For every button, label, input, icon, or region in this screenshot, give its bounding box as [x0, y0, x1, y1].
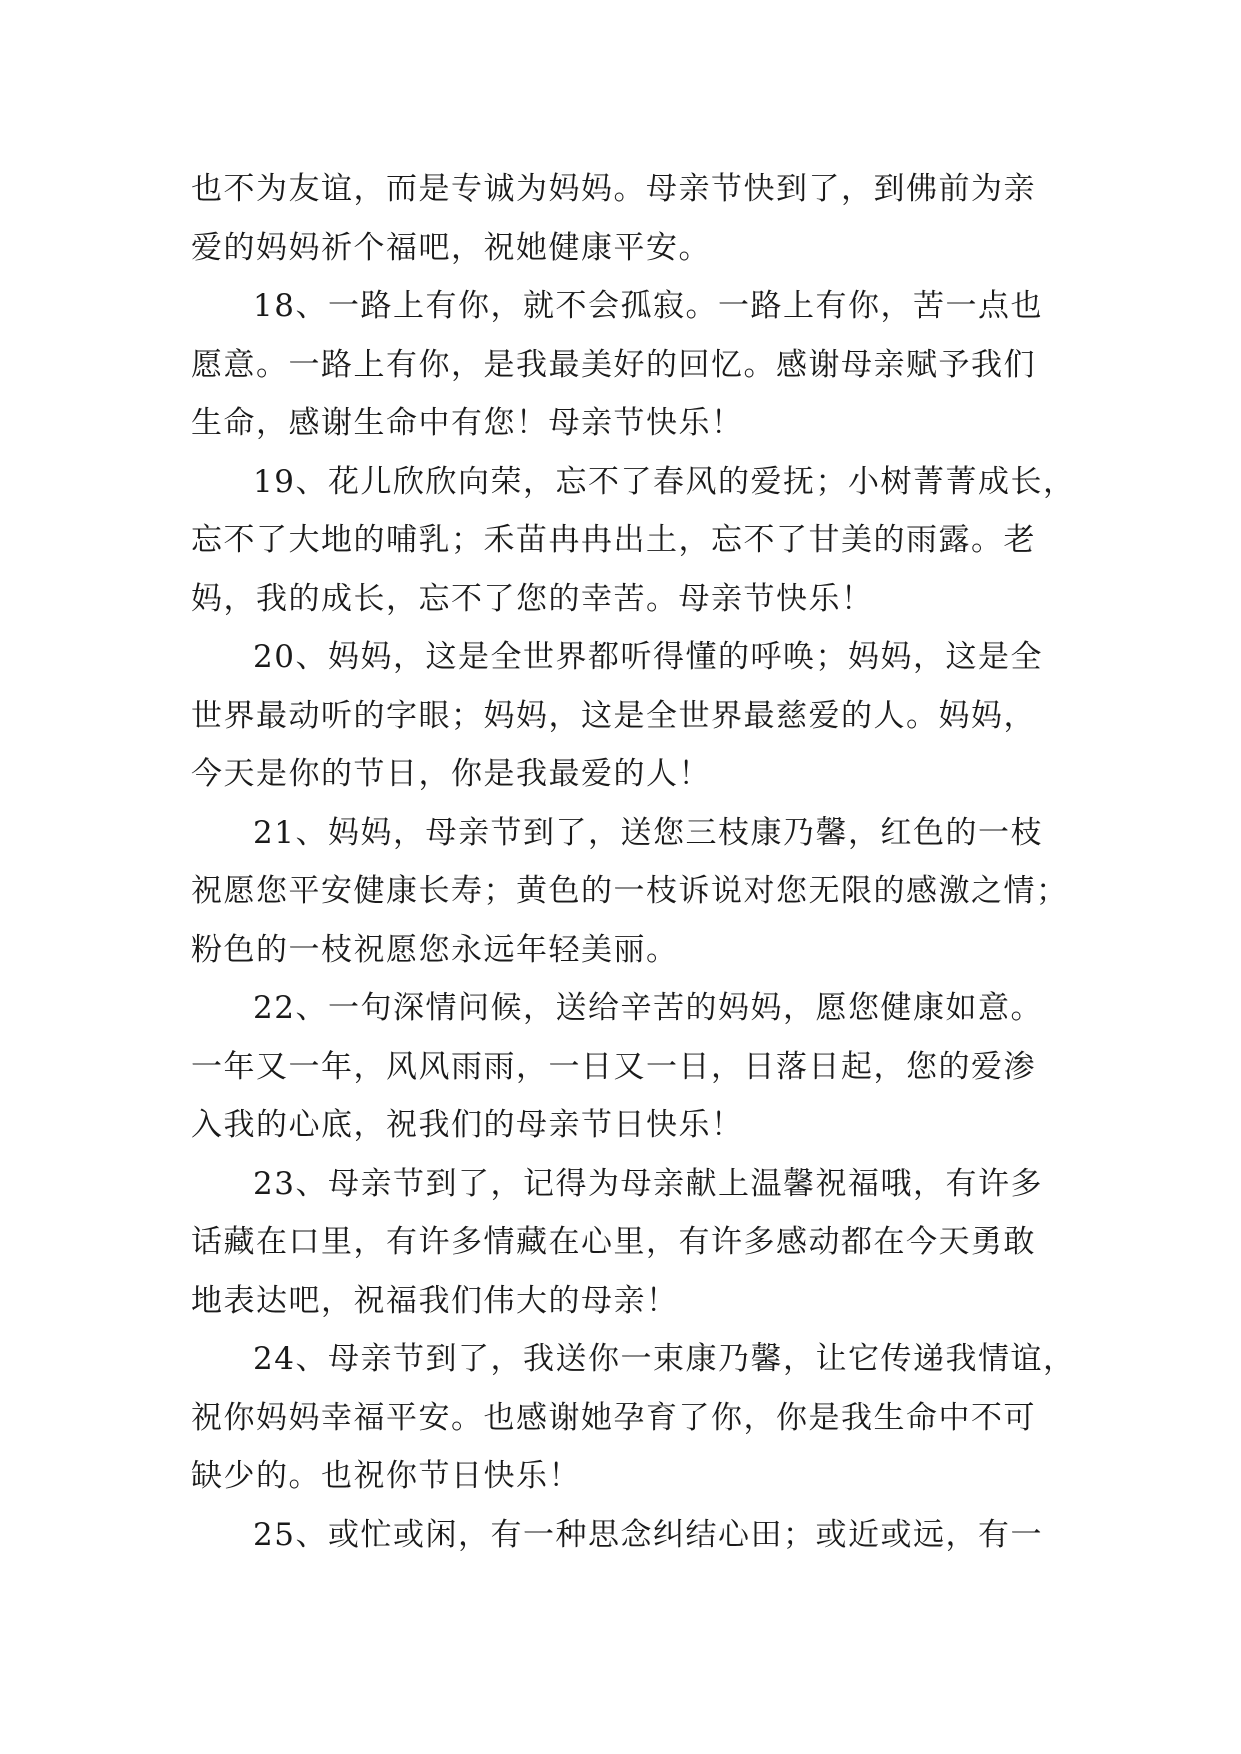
text-line: 祝愿您平安健康长寿；黄色的一枝诉说对您无限的感激之情； — [191, 873, 1069, 909]
text-line: 话藏在口里，有许多情藏在心里，有许多感动都在今天勇敢 — [191, 1224, 1036, 1260]
text-line: 妈，我的成长，忘不了您的幸苦。母亲节快乐！ — [191, 580, 874, 617]
text-line: 18、一路上有你，就不会孤寂。一路上有你，苦一点也 — [253, 288, 1043, 324]
text-line: 地表达吧，祝福我们伟大的母亲！ — [191, 1282, 679, 1319]
text-line: 21、妈妈，母亲节到了，送您三枝康乃馨，红色的一枝 — [253, 814, 1043, 851]
text-line: 爱的妈妈祈个福吧，祝她健康平安。 — [191, 229, 711, 266]
paragraph-21 — [191, 804, 1069, 980]
paragraph-25 — [191, 1506, 1061, 1565]
text-line: 世界最动听的字眼；妈妈，这是全世界最慈爱的人。妈妈， — [191, 697, 1036, 734]
paragraph-20 — [191, 628, 1061, 804]
text-line: 今天是你的节日，你是我最爱的人！ — [191, 756, 711, 792]
paragraph-19 — [191, 453, 1076, 629]
text-line: 一年又一年，风风雨雨，一日又一日，日落日起，您的爱渗 — [191, 1048, 1036, 1085]
paragraph-23 — [191, 1155, 1061, 1331]
paragraph-22 — [191, 979, 1061, 1155]
paragraph-24 — [191, 1330, 1076, 1506]
text-line: 25、或忙或闲，有一种思念纠结心田；或近或远，有一 — [253, 1516, 1043, 1553]
text-line: 24、母亲节到了，我送你一束康乃馨，让它传递我情谊， — [253, 1341, 1076, 1377]
text-line: 22、一句深情问候，送给辛苦的妈妈，愿您健康如意。 — [253, 990, 1043, 1026]
text-line: 粉色的一枝祝愿您永远年轻美丽。 — [191, 931, 679, 968]
text-line: 23、母亲节到了，记得为母亲献上温馨祝福哦，有许多 — [253, 1165, 1043, 1202]
text-line: 入我的心底，祝我们的母亲节日快乐！ — [191, 1107, 744, 1143]
text-line: 愿意。一路上有你，是我最美好的回忆。感谢母亲赋予我们 — [191, 346, 1036, 383]
text-line: 缺少的。也祝你节日快乐！ — [191, 1458, 581, 1494]
text-line: 也不为友谊，而是专诚为妈妈。母亲节快到了，到佛前为亲 — [191, 171, 1036, 207]
text-line: 19、花儿欣欣向荣，忘不了春风的爱抚；小树菁菁成长， — [253, 463, 1076, 500]
text-line: 忘不了大地的哺乳；禾苗冉冉出土，忘不了甘美的雨露。老 — [191, 522, 1036, 558]
text-line: 20、妈妈，这是全世界都听得懂的呼唤；妈妈，这是全 — [253, 639, 1043, 675]
paragraph-18 — [191, 277, 1061, 453]
paragraph-17-continuation — [191, 160, 1061, 277]
text-line: 生命，感谢生命中有您！母亲节快乐！ — [191, 405, 744, 441]
text-line: 祝你妈妈幸福平安。也感谢她孕育了你，你是我生命中不可 — [191, 1399, 1036, 1436]
document-body — [191, 160, 1076, 1564]
